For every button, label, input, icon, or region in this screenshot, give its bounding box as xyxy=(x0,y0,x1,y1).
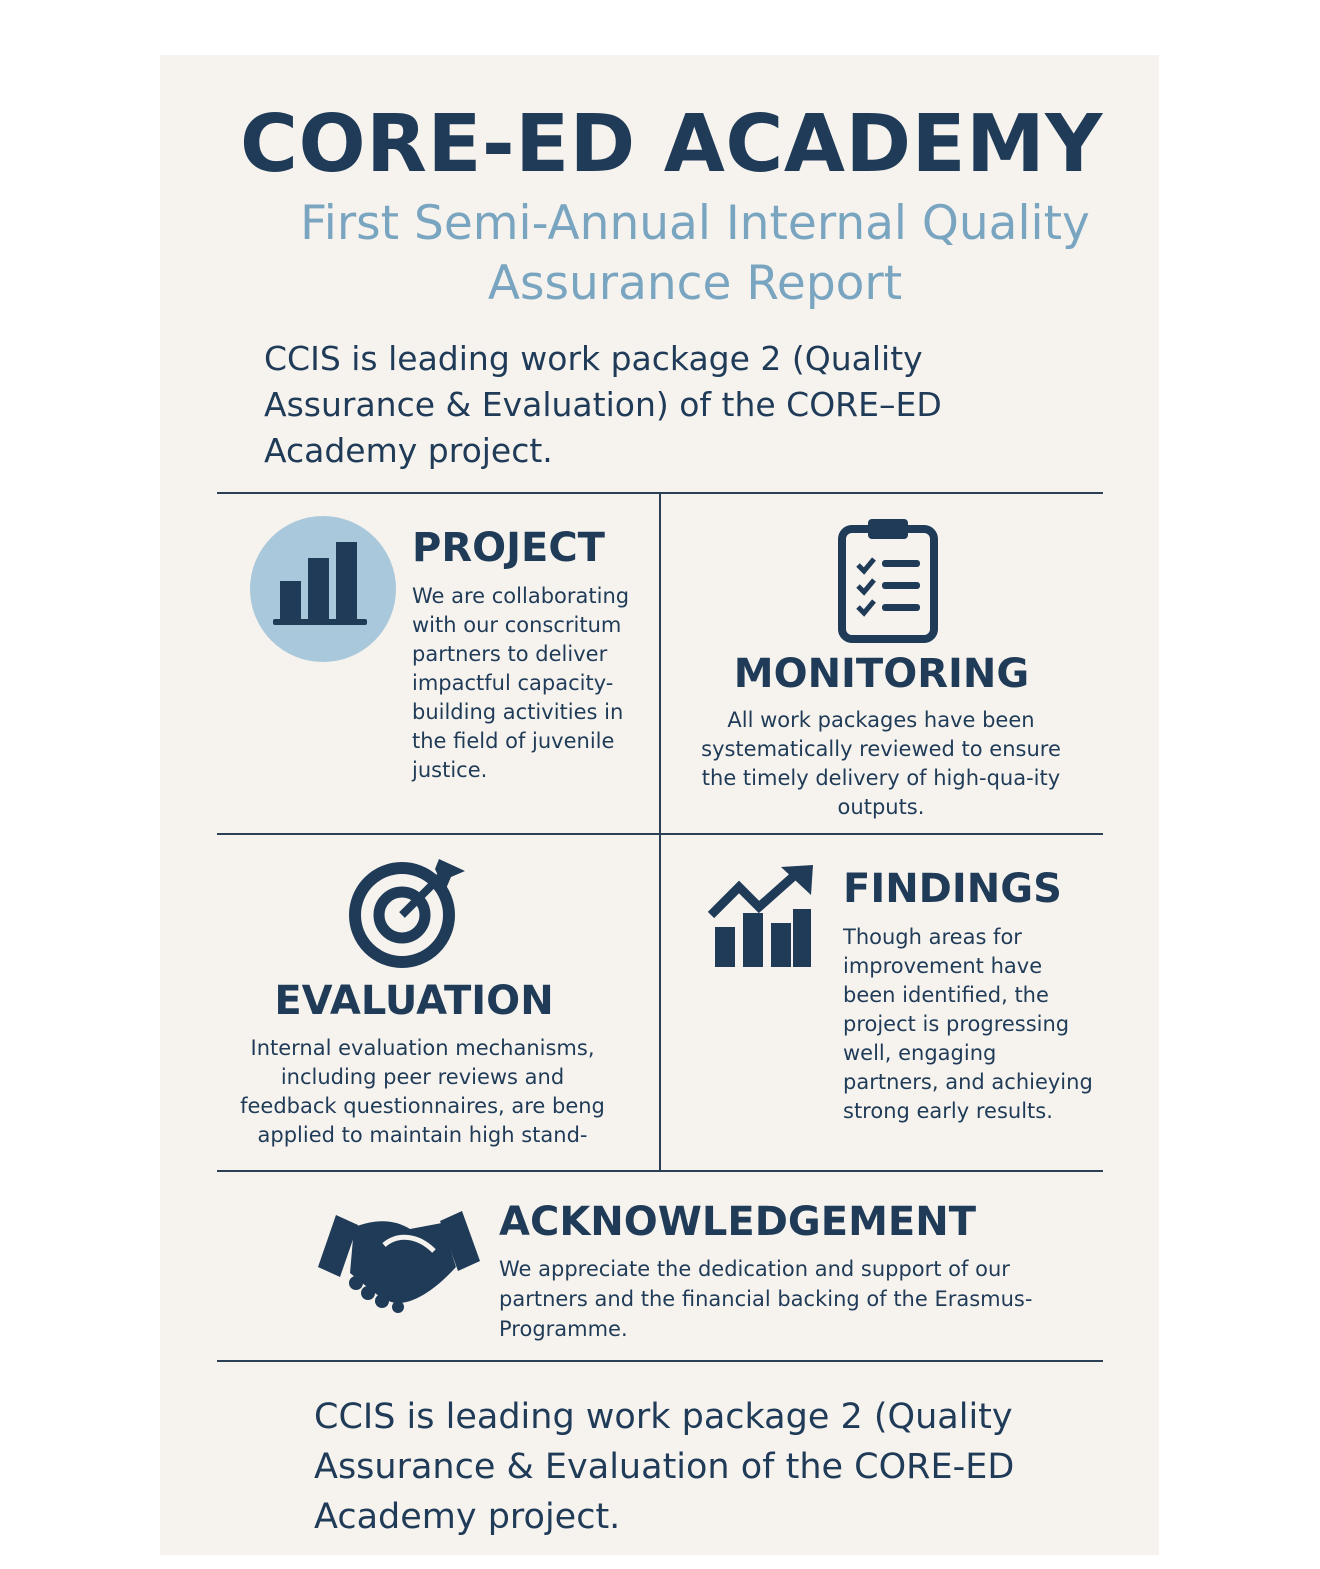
handshake-icon xyxy=(314,1205,484,1315)
project-heading: PROJECT xyxy=(412,525,605,571)
page-subtitle: First Semi-Annual Internal Quality Assurance Report xyxy=(300,196,1090,311)
monitoring-body: All work packages have been systematically reviewed to ensure the timely delivery of high-qua-ity outputs. xyxy=(701,708,1061,819)
page-title: CORE-ED ACADEMY xyxy=(240,98,1103,190)
footer-text: CCIS is leading work package 2 (Quality Assurance & Evaluation of the CORE-ED Academy project. xyxy=(314,1397,1015,1537)
evaluation-body: Internal evaluation mechanisms, including peer reviews and feedback questionnaires, are beng applied to maintain high stand- xyxy=(240,1036,605,1147)
monitoring-heading: MONITORING xyxy=(733,651,1030,697)
findings-heading: FINDINGS xyxy=(843,866,1062,912)
acknowledgement-heading: ACKNOWLEDGEMENT xyxy=(499,1199,976,1245)
target-icon xyxy=(345,855,467,970)
acknowledgement-body: We appreciate the dedication and support of our partners and the financial backing of the Erasmus-Programme. xyxy=(499,1257,1033,1341)
growth-chart-icon xyxy=(707,865,815,970)
bar-chart-icon xyxy=(249,515,397,663)
evaluation-heading: EVALUATION xyxy=(274,978,554,1024)
clipboard-checklist-icon xyxy=(836,515,940,643)
intro-text: CCIS is leading work package 2 (Quality Assurance & Evaluation) of the CORE–ED Academy project. xyxy=(264,339,942,470)
divider-bottom xyxy=(217,1360,1103,1362)
findings-body: Though areas for improvement have been identified, the project is progressing well, engaging partners, and achieying strong early results. xyxy=(843,925,1093,1123)
project-body: We are collaborating with our conscritum partners to deliver impactful capacity-building activities in the field of juvenile justice. xyxy=(412,584,630,782)
divider-vertical xyxy=(659,493,661,1171)
